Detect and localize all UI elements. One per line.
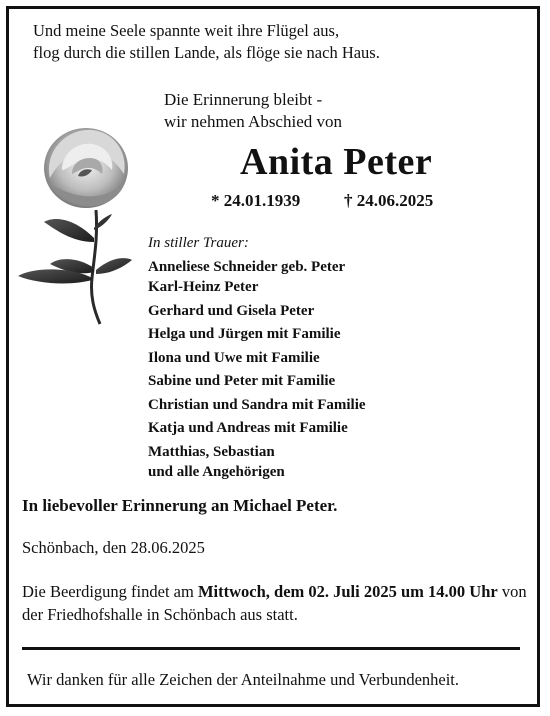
birth-date: * 24.01.1939 [211, 191, 301, 210]
mourners-label: In stiller Trauer: [148, 235, 249, 251]
mourner-line: Matthias, Sebastian [148, 443, 275, 460]
mourner-entry [148, 395, 366, 415]
rose-icon [14, 118, 154, 330]
mourner-entry [148, 371, 366, 391]
deceased-name: Anita Peter [240, 141, 433, 183]
mourner-line: Katja und Andreas mit Familie [148, 420, 348, 436]
funeral-announcement [22, 580, 527, 626]
mourner-line: Anneliese Schneider geb. Peter [148, 259, 346, 275]
intro-line-1: Die Erinnerung bleibt - [164, 90, 323, 109]
memory-line: In liebevoller Erinnerung an Michael Peter. [22, 496, 338, 515]
mourner-line: Ilona und Uwe mit Familie [148, 349, 320, 366]
divider [22, 647, 520, 650]
place-date: Schönbach, den 28.06.2025 [22, 538, 205, 557]
thanks-line: Wir danken für alle Zeichen der Anteilnahme und Verbundenheit. [27, 670, 460, 689]
funeral-date-time: Mittwoch, dem 02. Juli 2025 um 14.00 Uhr [197, 582, 498, 601]
intro-text [164, 89, 342, 133]
mourner-entry [148, 257, 366, 297]
mourner-line: Sabine und Peter mit Familie [148, 373, 336, 389]
funeral-text-pre: Die Beerdigung findet am [22, 582, 198, 601]
intro-line-2: wir nehmen Abschied von [164, 112, 342, 131]
mourner-line: Christian und Sandra mit Familie [148, 396, 366, 413]
poem [33, 20, 380, 64]
mourner-entry [148, 348, 366, 368]
mourner-entry [148, 301, 366, 321]
poem-line-2: flog durch die stillen Lande, als flöge sie nach Haus. [33, 43, 380, 62]
mourner-line: Helga und Jürgen mit Familie [148, 326, 341, 342]
mourner-line: Gerhard und Gisela Peter [148, 302, 315, 319]
mourner-entry [148, 324, 366, 344]
mourner-line: und alle Angehörigen [148, 463, 285, 480]
mourner-entry [148, 418, 366, 438]
death-date: † 24.06.2025 [344, 191, 434, 210]
mourner-line: Karl-Heinz Peter [148, 279, 259, 295]
funeral-text-post: von der Friedhofshalle in Schönbach aus statt. [22, 582, 527, 624]
poem-line-1: Und meine Seele spannte weit ihre Flügel aus, [33, 21, 340, 40]
mourners-list [148, 257, 366, 482]
mourner-entry [148, 442, 366, 482]
mourners-block [148, 233, 366, 485]
